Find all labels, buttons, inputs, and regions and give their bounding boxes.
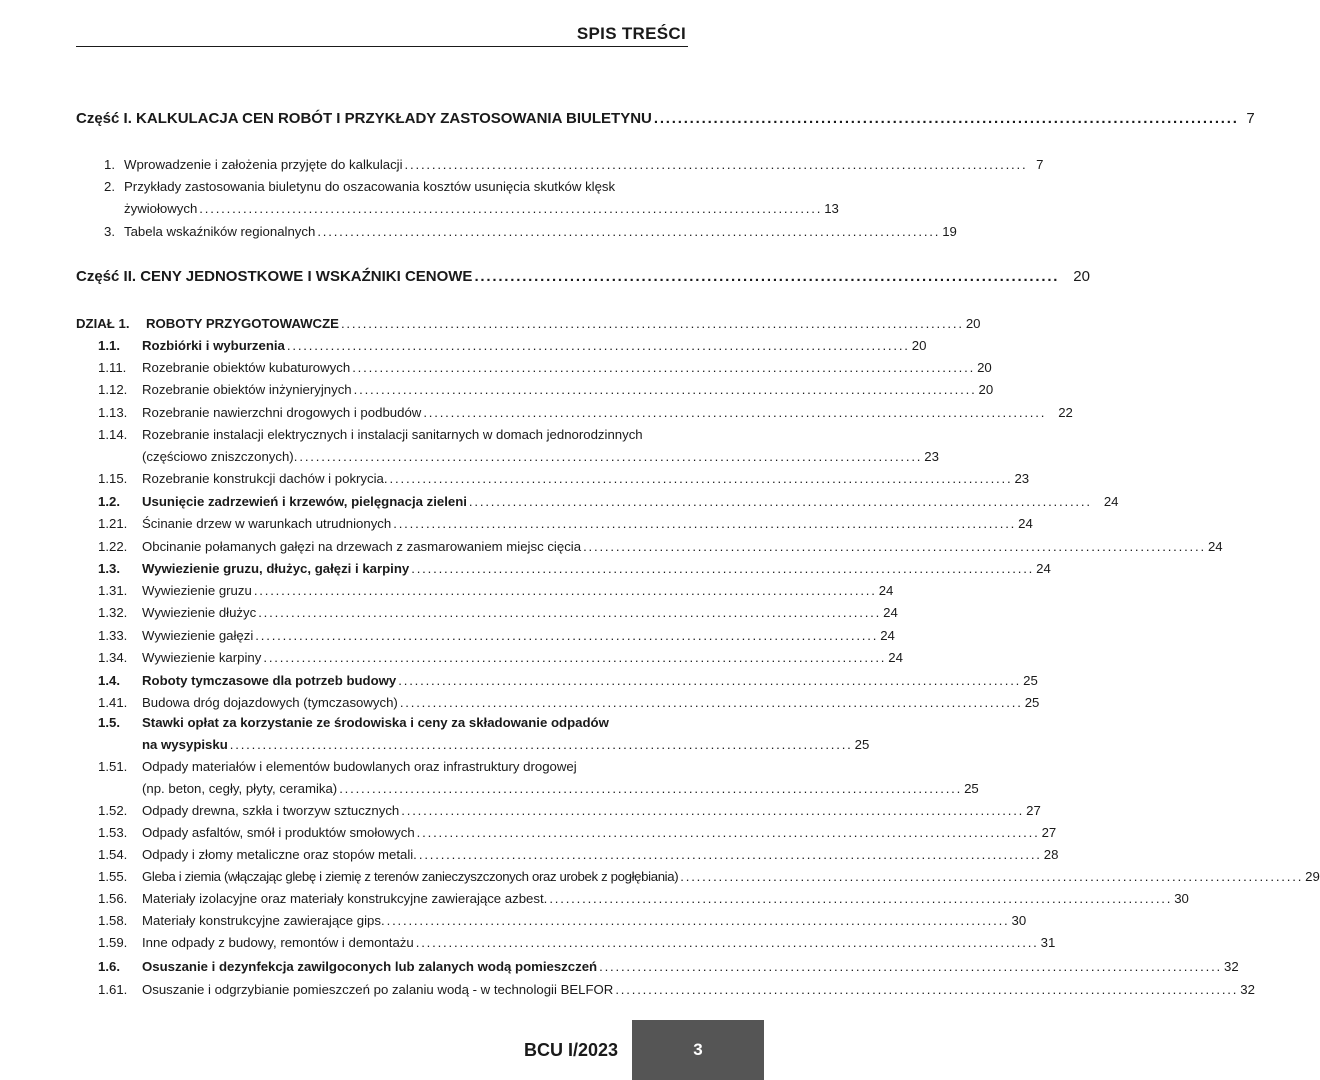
toc-item[interactable] (98, 538, 1223, 556)
dot-leader: .................................................................................................................. (399, 695, 1023, 710)
toc-item-number: 1.58. (98, 913, 128, 928)
toc-item-title: Budowa dróg dojazdowych (tymczasowych) (142, 695, 398, 710)
toc-item[interactable] (98, 802, 1041, 820)
toc-item-page: 20 (977, 360, 992, 375)
toc-item-title: Wywiezienie dłużyc (142, 605, 257, 620)
toc-item-title-line2: żywiołowych (124, 201, 198, 216)
toc-item-title: Inne odpady z budowy, remontów i demontażu (142, 935, 414, 950)
toc-item[interactable] (98, 981, 1255, 999)
toc-item-number: 1.52. (98, 803, 128, 818)
toc-item-title: Rozebranie nawierzchni drogowych i podbudów (142, 405, 422, 420)
toc-item-title: Osuszanie i odgrzybianie pomieszczeń po zalaniu wodą - w technologii BELFOR (142, 982, 614, 997)
toc-part-1[interactable] (76, 110, 1255, 128)
toc-section-continuation[interactable] (142, 736, 870, 754)
toc-item[interactable] (98, 846, 1059, 864)
toc-item-number: 2. (104, 179, 115, 194)
toc-item-page: 24 (888, 650, 903, 665)
toc-item-page: 23 (924, 449, 939, 464)
toc-item-title: Odpady asfaltów, smół i produktów smołowych (142, 825, 415, 840)
page-number-box (632, 1020, 764, 1080)
toc-section-number: 1.3. (98, 561, 120, 576)
toc-item-title: Wprowadzenie i założenia przyjęte do kalkulacji (124, 157, 403, 172)
toc-section[interactable] (98, 337, 927, 355)
toc-item-continuation[interactable] (142, 448, 939, 466)
toc-item-title-line1: Przykłady zastosowania biuletynu do oszacowania kosztów usunięcia skutków klęsk (124, 179, 616, 194)
dot-leader: .................................................................................................................. (340, 316, 964, 331)
toc-item-title: Rozebranie obiektów kubaturowych (142, 360, 351, 375)
toc-item-title: Wywiezienie karpiny (142, 650, 262, 665)
toc-section-page: 25 (854, 737, 870, 752)
toc-section[interactable] (98, 714, 684, 732)
toc-item-number: 1.13. (98, 405, 128, 420)
toc-item-number: 1.15. (98, 471, 128, 486)
toc-section-page: 24 (1036, 561, 1051, 576)
toc-item-page: 7 (1036, 157, 1044, 172)
toc-item-title: Wywiezienie gałęzi (142, 628, 254, 643)
dot-leader: .................................................................................................................. (263, 650, 887, 665)
dot-leader: .................................................................................................................. (416, 825, 1040, 840)
toc-item-number: 1.55. (98, 869, 128, 884)
toc-item-number: 1.31. (98, 583, 128, 598)
toc-item-number: 1.12. (98, 382, 128, 397)
dot-leader: .................................................................................................................. (680, 869, 1304, 884)
toc-item-number: 1.21. (98, 516, 128, 531)
toc-item-page: 24 (880, 628, 895, 643)
toc-item-number: 1.34. (98, 650, 128, 665)
toc-part-2-page: 20 (1073, 268, 1090, 285)
toc-item-number: 1.51. (98, 759, 128, 774)
toc-item-page: 24 (1018, 516, 1033, 531)
dot-leader: .................................................................................................................. (583, 539, 1206, 554)
toc-item-page: 22 (1058, 405, 1073, 420)
toc-item-page: 25 (964, 781, 979, 796)
toc-section-title: Usunięcie zadrzewień i krzewów, pielęgnacja zieleni (142, 494, 467, 509)
toc-item-number: 3. (104, 224, 115, 239)
dot-leader: .................................................................................................. (653, 110, 1239, 127)
toc-item-title: Obcinanie połamanych gałęzi na drzewach z zasmarowaniem miejsc cięcia (142, 539, 582, 554)
toc-section-title: Rozbiórki i wyburzenia (142, 338, 285, 353)
toc-item-number: 1. (104, 157, 115, 172)
dot-leader: .................................................................................................................. (255, 628, 879, 643)
dot-leader: .................................................................................................................. (199, 201, 823, 216)
dot-leader: .................................................................................................................. (386, 913, 1010, 928)
toc-item-page: 27 (1041, 825, 1057, 840)
toc-item-page: 29 (1305, 869, 1320, 884)
toc-item-title: Rozebranie obiektów inżynieryjnych (142, 382, 352, 397)
toc-item[interactable] (104, 178, 684, 196)
dot-leader: .................................................................................................................. (398, 673, 1022, 688)
toc-item-number: 1.56. (98, 891, 128, 906)
toc-item-page: 32 (1240, 982, 1255, 997)
toc-item[interactable] (104, 156, 1044, 174)
toc-item-number: 1.61. (98, 982, 128, 997)
toc-item-title: Odpady drewna, szkła i tworzyw sztucznych (142, 803, 400, 818)
toc-item-page: 25 (1024, 695, 1040, 710)
toc-section-number: 1.6. (98, 959, 120, 974)
toc-section-page: 25 (1023, 673, 1038, 688)
dot-leader: .................................................................................................................. (389, 471, 1013, 486)
toc-section-number: 1.5. (98, 715, 120, 730)
toc-item-page: 23 (1014, 471, 1030, 486)
toc-section-title: Wywiezienie gruzu, dłużyc, gałęzi i karpiny (142, 561, 410, 576)
toc-item-title-line1: Odpady materiałów i elementów budowlanych oraz infrastruktury drogowej (142, 759, 577, 774)
dot-leader: .................................................................................................................. (549, 891, 1173, 906)
toc-item[interactable] (98, 912, 1027, 930)
toc-item[interactable] (98, 627, 895, 645)
toc-item[interactable] (98, 694, 1040, 712)
toc-item-number: 1.41. (98, 695, 128, 710)
dot-leader: .................................................................................................................. (339, 781, 963, 796)
toc-section[interactable] (98, 672, 1038, 690)
toc-item-page: 20 (978, 382, 994, 397)
toc-item-title-line2: (np. beton, cegły, płyty, ceramika) (142, 781, 338, 796)
dot-leader: .................................................................................................. (474, 268, 1060, 285)
toc-item[interactable] (98, 359, 992, 377)
page-number: 3 (693, 1040, 703, 1059)
toc-section-number: 1.2. (98, 494, 120, 509)
toc-item-number: 1.14. (98, 427, 128, 442)
section-header-title: SPIS TREŚCI (576, 24, 686, 43)
toc-section-title: Osuszanie i dezynfekcja zawilgoconych lub zalanych wodą pomieszczeń (142, 959, 598, 974)
toc-item[interactable] (98, 582, 894, 600)
toc-item-page: 13 (824, 201, 839, 216)
toc-dzial-title: ROBOTY PRZYGOTOWAWCZE (146, 316, 339, 331)
toc-item-page: 19 (942, 224, 957, 239)
toc-item[interactable] (104, 223, 957, 241)
toc-item-number: 1.53. (98, 825, 128, 840)
toc-item[interactable] (98, 649, 903, 667)
toc-item[interactable] (98, 604, 898, 622)
toc-item[interactable] (98, 470, 1030, 488)
toc-item[interactable] (98, 404, 1073, 422)
toc-section[interactable] (98, 560, 1051, 578)
toc-item[interactable] (98, 515, 1033, 533)
toc-item-page: 28 (1043, 847, 1059, 862)
toc-section-number: 1.4. (98, 673, 120, 688)
dot-leader: .................................................................................................................. (352, 360, 976, 375)
header-rule (76, 46, 688, 47)
toc-item[interactable] (98, 868, 1320, 886)
dot-leader: .................................................................................................................. (599, 959, 1222, 974)
toc-item-title: Ścinanie drzew w warunkach utrudnionych (142, 516, 392, 531)
toc-item[interactable] (98, 758, 684, 776)
toc-item-number: 1.59. (98, 935, 128, 950)
toc-item-title: Materiały izolacyjne oraz materiały konstrukcyjne zawierające azbest. (142, 891, 548, 906)
dot-leader: .................................................................................................................. (286, 338, 910, 353)
toc-section[interactable] (98, 493, 1119, 511)
toc-section-title-line1: Stawki opłat za korzystanie ze środowiska i ceny za składowanie odpadów (142, 715, 609, 730)
toc-item[interactable] (98, 824, 1057, 842)
toc-item-page: 30 (1174, 891, 1189, 906)
toc-item-continuation[interactable] (124, 200, 839, 218)
dot-leader: .................................................................................................................. (415, 935, 1039, 950)
toc-item-page: 31 (1040, 935, 1056, 950)
publication-label: BCU I/2023 (523, 1040, 618, 1060)
toc-item-title: Odpady i złomy metaliczne oraz stopów metali. (142, 847, 417, 862)
toc-part-2[interactable] (76, 268, 1090, 286)
dot-leader: .................................................................................................................. (401, 803, 1025, 818)
toc-item-title: Wywiezienie gruzu (142, 583, 252, 598)
dot-leader: .................................................................................................................. (393, 516, 1017, 531)
toc-part-2-title: Część II. CENY JEDNOSTKOWE I WSKAŹNIKI CENOWE (76, 268, 473, 285)
toc-section-page: 32 (1224, 959, 1239, 974)
toc-item-title: Rozebranie konstrukcji dachów i pokrycia. (142, 471, 388, 486)
toc-item[interactable] (98, 934, 1056, 952)
toc-item-continuation[interactable] (142, 780, 979, 798)
toc-item-page: 24 (878, 583, 894, 598)
toc-item-title: Tabela wskaźników regionalnych (124, 224, 316, 239)
toc-item-page: 24 (883, 605, 898, 620)
dot-leader: .................................................................................................................. (423, 405, 1047, 420)
toc-item-number: 1.33. (98, 628, 128, 643)
toc-item-title: Materiały konstrukcyjne zawierające gips. (142, 913, 385, 928)
dot-leader: .................................................................................................................. (258, 605, 882, 620)
toc-item-page: 27 (1026, 803, 1041, 818)
toc-item-page: 24 (1207, 539, 1223, 554)
dot-leader: .................................................................................................................. (418, 847, 1042, 862)
toc-item-number: 1.22. (98, 539, 128, 554)
toc-part-1-title: Część I. KALKULACJA CEN ROBÓT I PRZYKŁADY ZASTOSOWANIA BIULETYNU (76, 110, 652, 127)
toc-item[interactable] (98, 426, 684, 444)
dot-leader: .................................................................................................................. (468, 494, 1092, 509)
toc-section-page: 20 (911, 338, 927, 353)
toc-item-title: Gleba i ziemia (włączając glebę i ziemię z terenów zanieczyszczonych oraz urobek z pogłębiania) (142, 869, 679, 884)
toc-section-title-line2: na wysypisku (142, 737, 228, 752)
toc-dzial-number: DZIAŁ 1. (76, 316, 130, 331)
toc-dzial-page: 20 (965, 316, 981, 331)
dot-leader: .................................................................................................................. (253, 583, 877, 598)
toc-section-page: 24 (1103, 494, 1119, 509)
dot-leader: .................................................................................................................. (353, 382, 977, 397)
toc-section[interactable] (98, 958, 1239, 976)
toc-item-page: 30 (1011, 913, 1027, 928)
dot-leader: .................................................................................................................. (299, 449, 923, 464)
toc-item-number: 1.32. (98, 605, 128, 620)
dot-leader: .................................................................................................................. (411, 561, 1035, 576)
toc-section-title: Roboty tymczasowe dla potrzeb budowy (142, 673, 397, 688)
toc-item-number: 1.54. (98, 847, 128, 862)
toc-item-title-line2: (częściowo zniszczonych). (142, 449, 298, 464)
dot-leader: .................................................................................................................. (229, 737, 853, 752)
toc-item[interactable] (98, 381, 994, 399)
dot-leader: .................................................................................................................. (404, 157, 1028, 172)
toc-section-number: 1.1. (98, 338, 120, 353)
toc-part-1-page: 7 (1246, 110, 1255, 127)
toc-item-number: 1.11. (98, 360, 127, 375)
toc-item[interactable] (98, 890, 1189, 908)
toc-item-title-line1: Rozebranie instalacji elektrycznych i instalacji sanitarnych w domach jednorodzinnych (142, 427, 643, 442)
dot-leader: .................................................................................................................. (317, 224, 941, 239)
toc-dzial[interactable] (76, 315, 981, 333)
dot-leader: .................................................................................................................. (615, 982, 1239, 997)
